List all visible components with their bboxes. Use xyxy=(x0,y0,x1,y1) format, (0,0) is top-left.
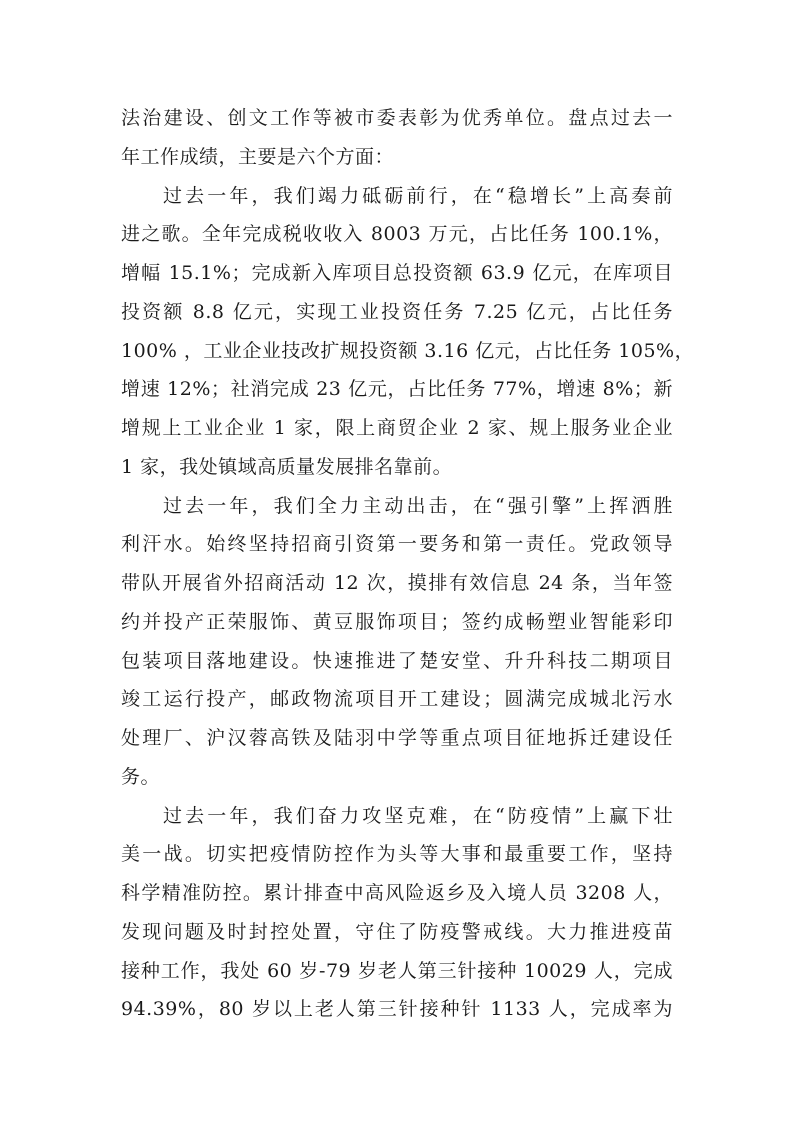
text-line: 约并投产正荣服饰、黄豆服饰项目；签约成畅塑业智能彩印 xyxy=(121,610,673,633)
text-line: 务。 xyxy=(121,765,161,788)
text-line: 1 家，我处镇域高质量发展排名靠前。 xyxy=(121,455,453,478)
text-line: 美一战。切实把疫情防控作为头等大事和最重要工作，坚持 xyxy=(121,843,673,866)
text-line: 增速 12%；社消完成 23 亿元，占比任务 77%，增速 8%；新 xyxy=(121,378,673,401)
text-line: 94.39%，80 岁以上老人第三针接种针 1133 人，完成率为 xyxy=(121,998,673,1021)
paragraph-first-line: 过去一年，我们全力主动出击，在“强引擎”上挥洒胜 xyxy=(163,494,673,517)
text-line: 发现问题及时封控处置，守住了防疫警戒线。大力推进疫苗 xyxy=(121,920,673,943)
text-line: 增幅 15.1%；完成新入库项目总投资额 63.9 亿元，在库项目 xyxy=(121,262,673,284)
text-line: 100% ，工业企业技改扩规投资额 3.16 亿元，占比任务 105%， xyxy=(121,339,695,362)
text-line: 带队开展省外招商活动 12 次，摸排有效信息 24 条，当年签 xyxy=(121,572,673,594)
body-text xyxy=(121,99,695,1029)
text-line: 法治建设、创文工作等被市委表彰为优秀单位。盘点过去一 xyxy=(121,107,673,129)
paragraph-first-line: 过去一年，我们奋力攻坚克难，在“防疫情”上赢下壮 xyxy=(163,804,673,827)
text-line: 年工作成绩，主要是六个方面： xyxy=(121,145,395,168)
text-line: 投资额 8.8 亿元，实现工业投资任务 7.25 亿元，占比任务 xyxy=(121,300,673,323)
text-line: 科学精准防控。累计排查中高风险返乡及入境人员 3208 人， xyxy=(121,882,673,904)
text-line: 接种工作，我处 60 岁-79 岁老人第三针接种 10029 人，完成 xyxy=(121,959,673,982)
text-line: 竣工运行投产，邮政物流项目开工建设；圆满完成城北污水 xyxy=(121,688,673,711)
text-line: 利汗水。始终坚持招商引资第一要务和第一责任。党政领导 xyxy=(121,533,673,556)
text-line: 处理厂、沪汉蓉高铁及陆羽中学等重点项目征地拆迁建设任 xyxy=(121,727,673,749)
paragraph-first-line: 过去一年，我们竭力砥砺前行，在“稳增长”上高奏前 xyxy=(163,184,673,207)
text-line: 包装项目落地建设。快速推进了楚安堂、升升科技二期项目 xyxy=(121,649,673,672)
text-line: 增规上工业企业 1 家，限上商贸企业 2 家、规上服务业企业 xyxy=(121,417,673,439)
text-line: 进之歌。全年完成税收收入 8003 万元，占比任务 100.1%， xyxy=(121,223,673,246)
